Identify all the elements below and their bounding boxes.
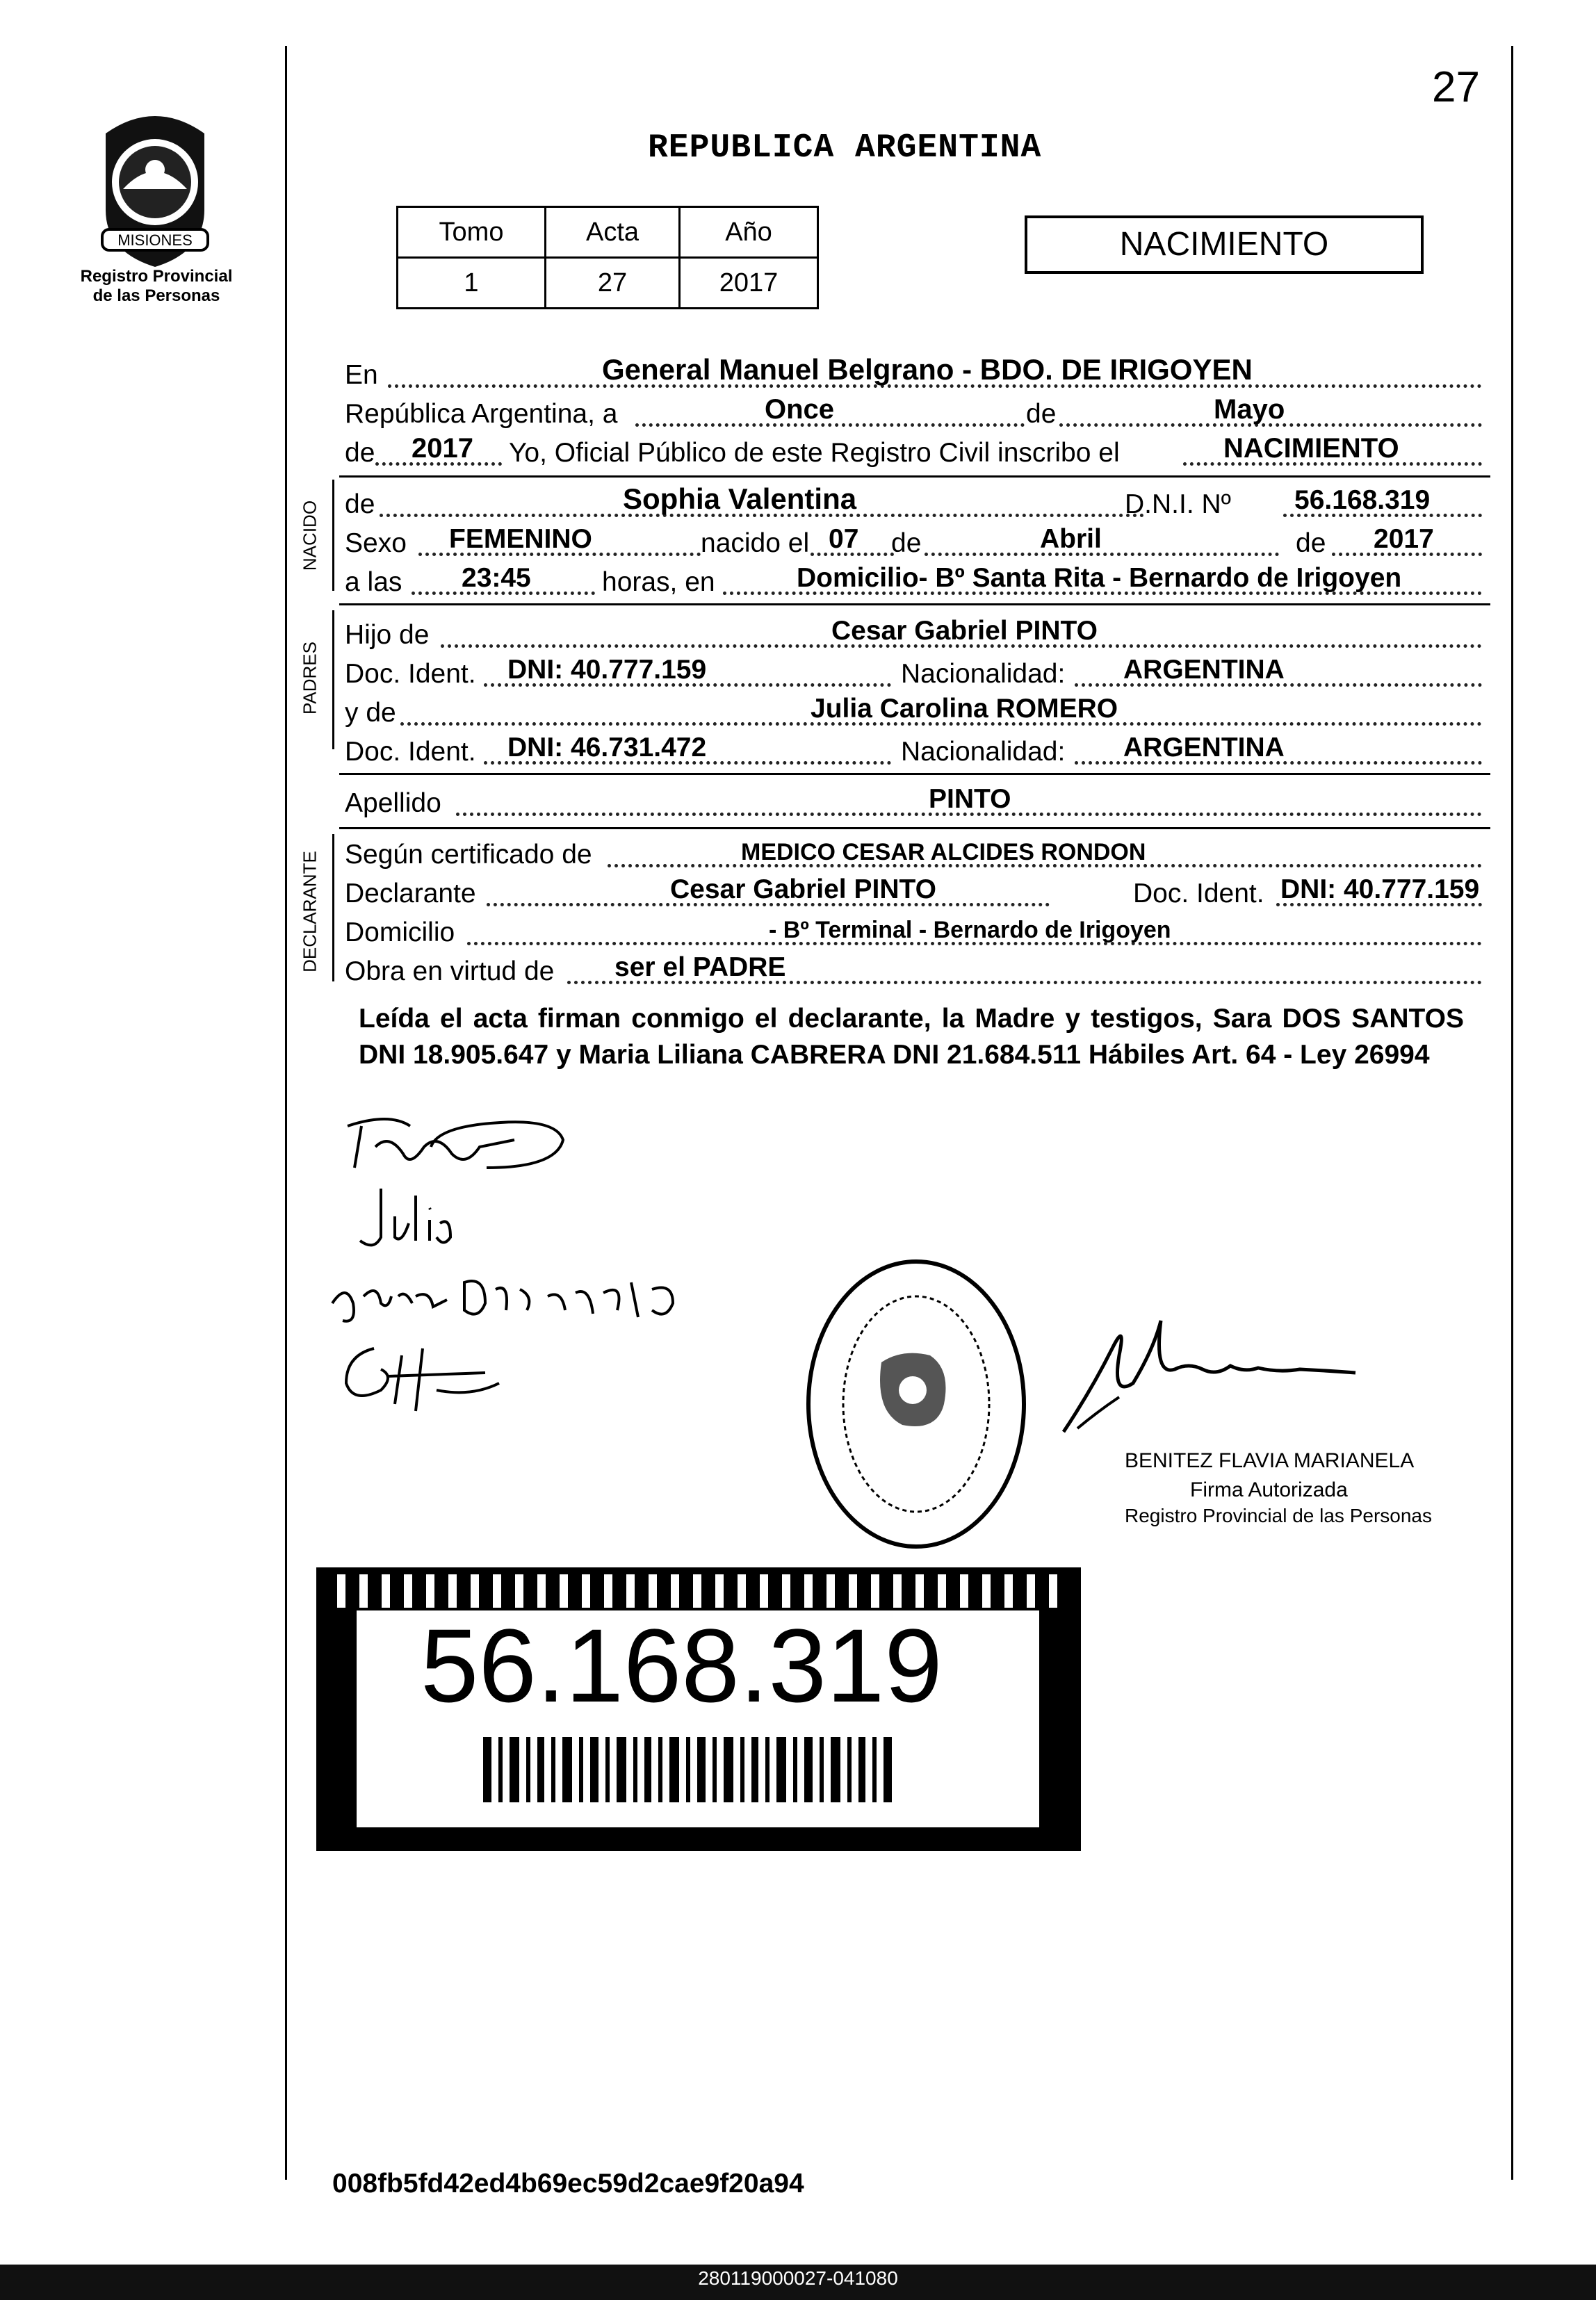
country-title: REPUBLICA ARGENTINA bbox=[648, 129, 1042, 167]
registry-name bbox=[56, 267, 257, 306]
statement-text: Yo, Oficial Público de este Registro Civil inscribo el bbox=[509, 438, 1120, 468]
row-nacido-name bbox=[345, 481, 1485, 523]
row-republica bbox=[345, 391, 1485, 432]
doc-label: Doc. Ident. bbox=[1133, 879, 1264, 908]
apellido-value: PINTO bbox=[929, 784, 1011, 814]
domicilio-label: Domicilio bbox=[345, 917, 455, 947]
closing-statement: Leída el acta firman conmigo el declarante, la Madre y testigos, Sara DOS SANTOS DNI 18.905.647 y Maria Liliana CABRERA DNI 21.684.511 Hábiles Art. 64 - Ley 26994 bbox=[359, 1004, 1464, 1070]
record-table bbox=[396, 206, 819, 309]
dni-label: D.N.I. Nº bbox=[1125, 489, 1231, 519]
month-value: Mayo bbox=[1214, 394, 1285, 425]
nacido-bracket bbox=[332, 480, 334, 591]
father-name-value: Cesar Gabriel PINTO bbox=[831, 616, 1098, 646]
yde-label: y de bbox=[345, 698, 396, 728]
row-cert bbox=[345, 831, 1485, 873]
year-prefix-label: de bbox=[345, 438, 375, 468]
cert-label: Según certificado de bbox=[345, 840, 592, 870]
anio-value: 2017 bbox=[680, 258, 818, 309]
signature-1 bbox=[334, 1105, 584, 1189]
birth-month-value: Abril bbox=[1040, 524, 1102, 554]
row-yde bbox=[345, 690, 1485, 731]
birth-place-value: Domicilio- Bº Santa Rita - Bernardo de Irigoyen bbox=[797, 563, 1402, 593]
right-margin-line bbox=[1511, 46, 1513, 2180]
row-mother-doc bbox=[345, 728, 1485, 770]
nacido-side-label: NACIDO bbox=[299, 500, 320, 571]
nacido-label: nacido el bbox=[701, 528, 810, 558]
row-domicilio bbox=[345, 909, 1485, 951]
child-name-value: Sophia Valentina bbox=[623, 482, 857, 515]
father-nac-value: ARGENTINA bbox=[1123, 655, 1285, 685]
domicilio-value: - Bº Terminal - Bernardo de Irigoyen bbox=[769, 917, 1171, 943]
acta-header: Acta bbox=[546, 207, 680, 258]
row-declarante bbox=[345, 870, 1485, 912]
child-dni-value: 56.168.319 bbox=[1294, 485, 1431, 515]
en-label: En bbox=[345, 360, 378, 390]
row-obra bbox=[345, 948, 1485, 990]
nacionalidad-label: Nacionalidad: bbox=[901, 659, 1066, 689]
doc-label: Doc. Ident. bbox=[345, 737, 476, 767]
official-org: Registro Provincial de las Personas bbox=[1125, 1505, 1432, 1526]
official-signature bbox=[1050, 1307, 1411, 1446]
obra-label: Obra en virtud de bbox=[345, 956, 555, 986]
declarante-name-value: Cesar Gabriel PINTO bbox=[670, 874, 936, 904]
year-value: 2017 bbox=[412, 433, 473, 464]
padres-side-label: PADRES bbox=[299, 642, 320, 715]
tomo-value: 1 bbox=[398, 258, 546, 309]
document-hash: 008fb5fd42ed4b69ec59d2cae9f20a94 bbox=[332, 2169, 804, 2199]
de-label: de bbox=[891, 528, 922, 558]
birth-time-value: 23:45 bbox=[462, 563, 531, 593]
declarante-bracket bbox=[332, 834, 334, 981]
page-number: 27 bbox=[1432, 63, 1480, 111]
signature-4 bbox=[332, 1335, 513, 1418]
footer-code: 280119000027-041080 bbox=[698, 2267, 898, 2289]
sexo-value: FEMENINO bbox=[449, 524, 592, 554]
official-role: Firma Autorizada bbox=[1190, 1478, 1348, 1501]
birth-year-value: 2017 bbox=[1374, 524, 1434, 554]
alas-label: a las bbox=[345, 567, 402, 597]
doc-label: Doc. Ident. bbox=[345, 659, 476, 689]
declarante-doc-value: DNI: 40.777.159 bbox=[1280, 874, 1480, 904]
place-value: General Manuel Belgrano - BDO. DE IRIGOYEN bbox=[602, 353, 1253, 386]
row-hora bbox=[345, 559, 1485, 601]
mother-doc-value: DNI: 46.731.472 bbox=[507, 733, 707, 762]
registry-line2: de las Personas bbox=[92, 286, 220, 305]
obra-value: ser el PADRE bbox=[614, 952, 786, 982]
row-sexo bbox=[345, 520, 1485, 562]
dotted-fill bbox=[925, 553, 1279, 556]
province-seal bbox=[85, 106, 225, 271]
registry-line1: Registro Provincial bbox=[80, 267, 233, 286]
mother-name-value: Julia Carolina ROMERO bbox=[811, 694, 1118, 724]
separator bbox=[339, 475, 1490, 478]
tomo-header: Tomo bbox=[398, 207, 546, 258]
horas-label: horas, en bbox=[602, 567, 715, 597]
row-father-doc bbox=[345, 651, 1485, 692]
separator bbox=[339, 827, 1490, 829]
cert-value: MEDICO CESAR ALCIDES RONDON bbox=[741, 839, 1146, 865]
mother-nac-value: ARGENTINA bbox=[1123, 733, 1285, 762]
svg-text:MISIONES: MISIONES bbox=[117, 231, 193, 249]
official-name: BENITEZ FLAVIA MARIANELA bbox=[1125, 1449, 1415, 1472]
row-apellido bbox=[345, 780, 1485, 822]
birth-day-value: 07 bbox=[829, 524, 859, 554]
sexo-label: Sexo bbox=[345, 528, 407, 558]
declarante-side-label: DECLARANTE bbox=[299, 851, 320, 972]
apellido-label: Apellido bbox=[345, 788, 441, 818]
acta-value: 27 bbox=[546, 258, 680, 309]
de-label: de bbox=[345, 489, 375, 519]
republica-label: República Argentina, a bbox=[345, 399, 618, 429]
separator bbox=[339, 603, 1490, 605]
record-type-box: NACIMIENTO bbox=[1025, 215, 1424, 274]
row-en bbox=[345, 352, 1485, 393]
padres-bracket bbox=[332, 610, 334, 749]
de-label: de bbox=[1296, 528, 1326, 558]
inscribe-type-value: NACIMIENTO bbox=[1223, 433, 1399, 464]
de-label: de bbox=[1026, 399, 1057, 429]
signature-2 bbox=[353, 1182, 464, 1258]
row-hijo bbox=[345, 612, 1485, 653]
day-word-value: Once bbox=[765, 394, 835, 425]
anio-header: Año bbox=[680, 207, 818, 258]
official-stamp bbox=[798, 1251, 1034, 1557]
signature-3 bbox=[325, 1255, 715, 1331]
barcode-number: 56.168.319 bbox=[421, 1607, 943, 1724]
declarante-label: Declarante bbox=[345, 879, 476, 908]
father-doc-value: DNI: 40.777.159 bbox=[507, 655, 707, 685]
nacionalidad-label: Nacionalidad: bbox=[901, 737, 1066, 767]
separator bbox=[339, 773, 1490, 775]
hijo-label: Hijo de bbox=[345, 620, 430, 650]
left-margin-line bbox=[285, 46, 287, 2180]
row-year bbox=[345, 430, 1485, 471]
